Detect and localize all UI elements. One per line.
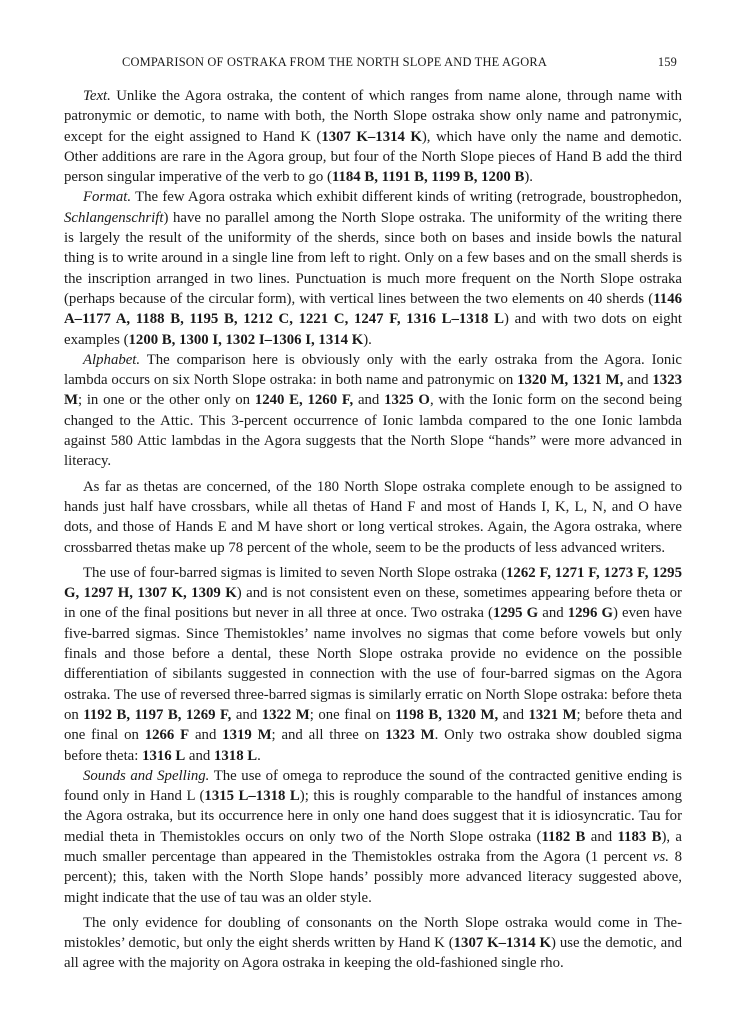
text-run: The few Agora ostraka which exhibit different kinds of writing (retrograde, boustrophedon, bbox=[131, 189, 682, 206]
italic-term: vs. bbox=[652, 848, 669, 865]
section-subhead: Text. bbox=[83, 88, 111, 104]
text-run: . Only two ostraka show doubled sigma before theta: bbox=[64, 727, 682, 764]
text-run: ) and is not consistent even on these, sometimes appearing before theta or in one of the final positions but never in all three at once. Two ostraka ( bbox=[64, 585, 682, 622]
text-run: , with the Ionic form on the second being changed to the Attic. This 3-percent occurrence of Ionic lambda compared to the one Ionic lambda against 580 Attic lambdas in the Agora suggests that the North Slope “hands” were more advanced in literacy. bbox=[64, 392, 682, 470]
catalog-reference: 1296 G bbox=[567, 605, 613, 622]
catalog-reference: 1262 F, 1271 F, 1273 F, 1295 G, 1297 H, 1307 K, 1309 K bbox=[64, 564, 682, 602]
text-run: ), which have only the name and demotic. Other additions are rare in the Agora group, but four of the North Slope pieces of Hand B add the third person singular imperative of the verb to go ( bbox=[64, 128, 682, 186]
catalog-reference: 1182 B bbox=[541, 828, 586, 845]
catalog-reference: 1295 G bbox=[492, 605, 539, 622]
paragraph-sounds bbox=[64, 766, 682, 908]
catalog-reference: 1307 K–1314 K bbox=[453, 935, 552, 952]
catalog-reference: 1198 B, 1320 M, bbox=[395, 706, 499, 723]
text-run: The only evidence for doubling of consonants on the North Slope ostraka would come in Themistokles’ demotic, but only the eight sherds written by Hand K ( bbox=[64, 914, 682, 952]
catalog-reference: 1192 B, 1197 B, 1269 F, bbox=[83, 706, 232, 723]
text-run: and bbox=[498, 706, 529, 723]
catalog-reference: 1323 M bbox=[64, 372, 682, 409]
catalog-reference: 1307 K–1314 K bbox=[321, 128, 422, 145]
catalog-reference: 1184 B, 1191 B, 1199 B, 1200 B bbox=[331, 169, 525, 186]
paragraph-sigmas bbox=[64, 563, 682, 766]
italic-term: Schlangenschrift bbox=[64, 209, 164, 226]
section-subhead: Format. bbox=[83, 189, 132, 206]
text-run: and bbox=[623, 372, 653, 389]
paragraph-thetas bbox=[64, 477, 682, 558]
catalog-reference: 1266 F bbox=[144, 727, 190, 744]
paragraph-doubling bbox=[64, 913, 682, 974]
text-run: and bbox=[189, 727, 223, 744]
text-run: ; in one or the other only on bbox=[77, 392, 255, 409]
text-run: ). bbox=[363, 331, 372, 348]
section-subhead: Alphabet. bbox=[83, 351, 141, 368]
text-run: and bbox=[231, 706, 262, 723]
catalog-reference: 1318 L bbox=[214, 747, 258, 764]
text-run: ; one final on bbox=[309, 706, 396, 723]
text-run: ) even have five-barred sigmas. Since Themistokles’ name involves no sigmas that come before vowels but only finals and those before a dental, these North Slope ostraka provide no evidence on the possible differentiation of sibilants suggested in connection with the use of four-barred sigmas on the Agora ostraka. The use of reversed three-barred sigmas is similarly erratic on North Slope ostraka: before theta on bbox=[64, 605, 682, 723]
text-run: ), a much smaller percentage than appeared in the Themistokles ostraka from the Agora (1 percent bbox=[64, 828, 682, 865]
text-run: ; before theta and one final on bbox=[64, 706, 683, 744]
text-run: and bbox=[185, 747, 214, 764]
catalog-reference: 1316 L bbox=[142, 747, 186, 764]
catalog-reference: 1146 A–1177 A, 1188 B, 1195 B, 1212 C, 1221 C, 1247 F, 1316 L–1318 L bbox=[64, 290, 682, 328]
text-run: 8 percent); this, taken with the North Slope hands’ possibly more advanced literacy suggested above, might indicate that the use of tau was an older style. bbox=[64, 848, 682, 906]
text-run: The use of four-barred sigmas is limited to seven North Slope ostraka ( bbox=[83, 564, 507, 581]
page-number: 159 bbox=[657, 55, 677, 69]
text-run: and bbox=[538, 605, 568, 622]
catalog-reference: 1323 M bbox=[385, 727, 435, 744]
catalog-reference: 1319 M bbox=[222, 727, 272, 744]
paragraph-format bbox=[64, 187, 682, 349]
text-run: ; and all three on bbox=[271, 727, 386, 744]
text-run: ); this is roughly comparable to the handful of instances among the Agora ostraka, but its occurrence here in only one hand does suggest that it is idiosyncratic. Tau for medial theta in Themistokles occurs on only two of the North Slope ostraka ( bbox=[64, 788, 682, 845]
text-run: ) use the demotic, and all agree with the majority on Agora ostraka in keeping the old-fashioned single rho. bbox=[64, 935, 682, 972]
section-subhead: Sounds and Spelling. bbox=[83, 767, 210, 784]
catalog-reference: 1320 M, 1321 M, bbox=[517, 372, 624, 389]
text-run: Unlike the Agora ostraka, the content of which ranges from name alone, through name with patronymic or demotic, to name with both, the North Slope ostraka show only name and patronymic, except for the eight assigned to Hand K ( bbox=[64, 88, 682, 145]
text-run: and bbox=[585, 828, 618, 845]
text-run: The comparison here is obviously only with the early ostraka from the Agora. Ionic lambda occurs on six North Slope ostraka: in both name and patronymic on bbox=[64, 351, 682, 389]
text-run: ). bbox=[524, 169, 533, 186]
body-text bbox=[64, 86, 682, 974]
catalog-reference: 1315 L–1318 L bbox=[204, 788, 300, 805]
catalog-reference: 1200 B, 1300 I, 1302 I–1306 I, 1314 K bbox=[128, 331, 364, 348]
paragraph-alphabet bbox=[64, 350, 682, 472]
text-run: and bbox=[353, 392, 385, 409]
catalog-reference: 1321 M bbox=[528, 706, 577, 723]
running-title: COMPARISON OF OSTRAKA FROM THE NORTH SLOPE AND THE AGORA bbox=[122, 55, 548, 69]
catalog-reference: 1240 E, 1260 F, bbox=[254, 392, 354, 409]
text-run: ) have no parallel among the North Slope ostraka. The uniformity of the writing there is largely the result of the uniformity of the sherds, since both on bases and inside bowls the natural thing is to write around in a single line from left to right. Only on a few bases and on the small sherds is the inscription arranged in two lines. Punctuation is much more frequent on the North Slope ostraka (perhaps because of the circular form), with vertical lines between the two elements on 40 sherds ( bbox=[64, 209, 682, 307]
text-run: The use of omega to reproduce the sound of the contracted genitive ending is found only in Hand L ( bbox=[64, 767, 682, 805]
paragraph-text bbox=[64, 86, 682, 187]
catalog-reference: 1183 B bbox=[617, 828, 662, 845]
catalog-reference: 1322 M bbox=[261, 706, 310, 723]
catalog-reference: 1325 O bbox=[384, 392, 430, 409]
text-run: ) and with two dots on eight examples ( bbox=[64, 311, 682, 348]
text-run: . bbox=[257, 747, 261, 764]
text-run: As far as thetas are concerned, of the 180 North Slope ostraka complete enough to be assigned to hands just half have crossbars, while all thetas of Hand F and most of Hands I, K, L, N, and O have dots, and those of Hands E and M have short or long vertical strokes. Again, the Agora ostraka, where crossbarred thetas make up 78 percent of the whole, seem to be the products of less advanced writers. bbox=[64, 478, 682, 556]
